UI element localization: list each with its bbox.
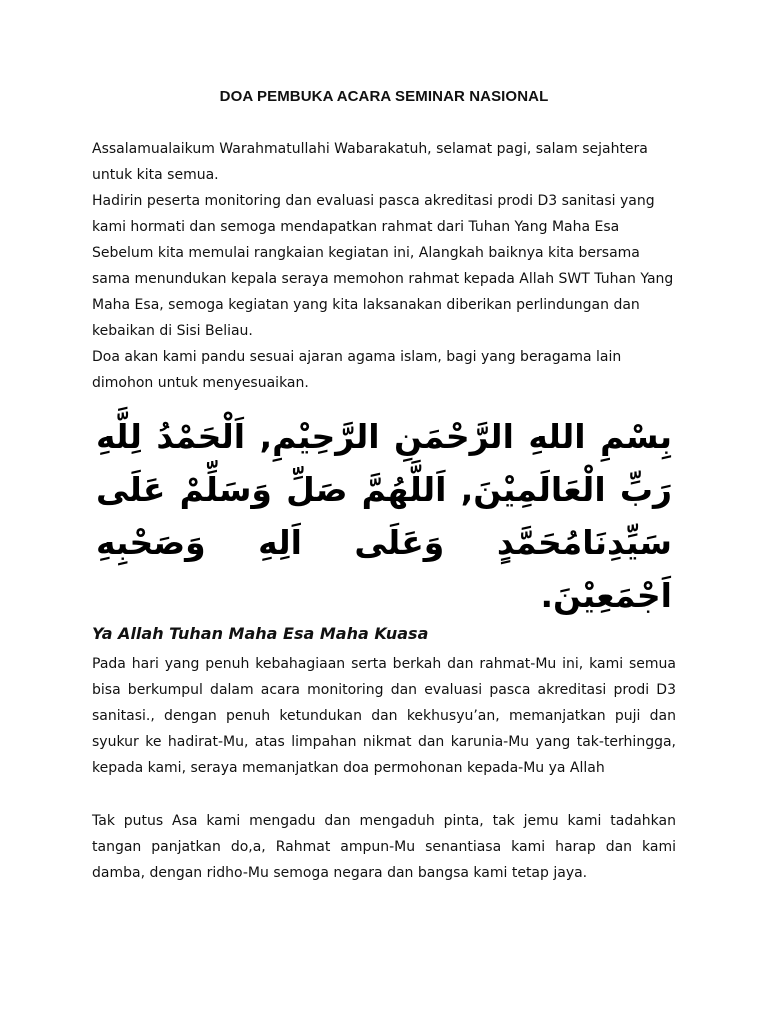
prayer-subheading: Ya Allah Tuhan Maha Esa Maha Kuasa bbox=[92, 624, 429, 643]
prayer-body-paragraph: Pada hari yang penuh kebahagiaan serta berkah dan rahmat-Mu ini, kami semua bisa berkumpul dalam acara monitoring dan evaluasi pasca akreditasi prodi D3 sanitasi., dengan penuh ketundukan dan kekhusyu’an, memanjatkan puji dan syukur ke hadirat-Mu, atas limpahan nikmat dan karunia-Mu yang tak-terhingga, kepada kami, seraya memanjatkan doa permohonan kepada-Mu ya Allah bbox=[92, 656, 676, 776]
greeting-paragraph: Assalamualaikum Warahmatullahi Wabarakatuh, selamat pagi, salam sejahtera untuk kita semua. bbox=[92, 141, 648, 183]
attendees-paragraph: Hadirin peserta monitoring dan evaluasi pasca akreditasi prodi D3 sanitasi yang kami hormati dan semoga mendapatkan rahmat dari Tuhan Yang Maha Esa bbox=[92, 193, 655, 235]
invitation-paragraph: Sebelum kita memulai rangkaian kegiatan ini, Alangkah baiknya kita bersama sama menundukan kepala seraya memohon rahmat kepada Allah SWT Tuhan Yang Maha Esa, semoga kegiatan yang kita laksanakan diberikan perlindungan dan kebaikan di Sisi Beliau. bbox=[92, 245, 674, 339]
arabic-prayer-text: بِسْمِ اللهِ الرَّحْمَنِ الرَّحِيْمِ, اَلْحَمْدُ لِلَّهِ رَبِّ الْعَالَمِيْنَ, اَللَّهُمَّ صَلِّ وَسَلِّمْ عَلَى سَيِّدِنَامُحَمَّدٍ وَعَلَى اَلِهِ وَصَحْبِهِ اَجْمَعِيْنَ. bbox=[96, 417, 672, 615]
guidance-paragraph: Doa akan kami pandu sesuai ajaran agama islam, bagi yang beragama lain dimohon untuk menyesuaikan. bbox=[92, 349, 622, 391]
closing-paragraph: Tak putus Asa kami mengadu dan mengaduh pinta, tak jemu kami tadahkan tangan panjatkan do,a, Rahmat ampun-Mu senantiasa kami harap dan kami damba, dengan ridho-Mu semoga negara dan bangsa kami tetap jaya. bbox=[92, 813, 676, 881]
document-title: DOA PEMBUKA ACARA SEMINAR NASIONAL bbox=[219, 88, 549, 105]
